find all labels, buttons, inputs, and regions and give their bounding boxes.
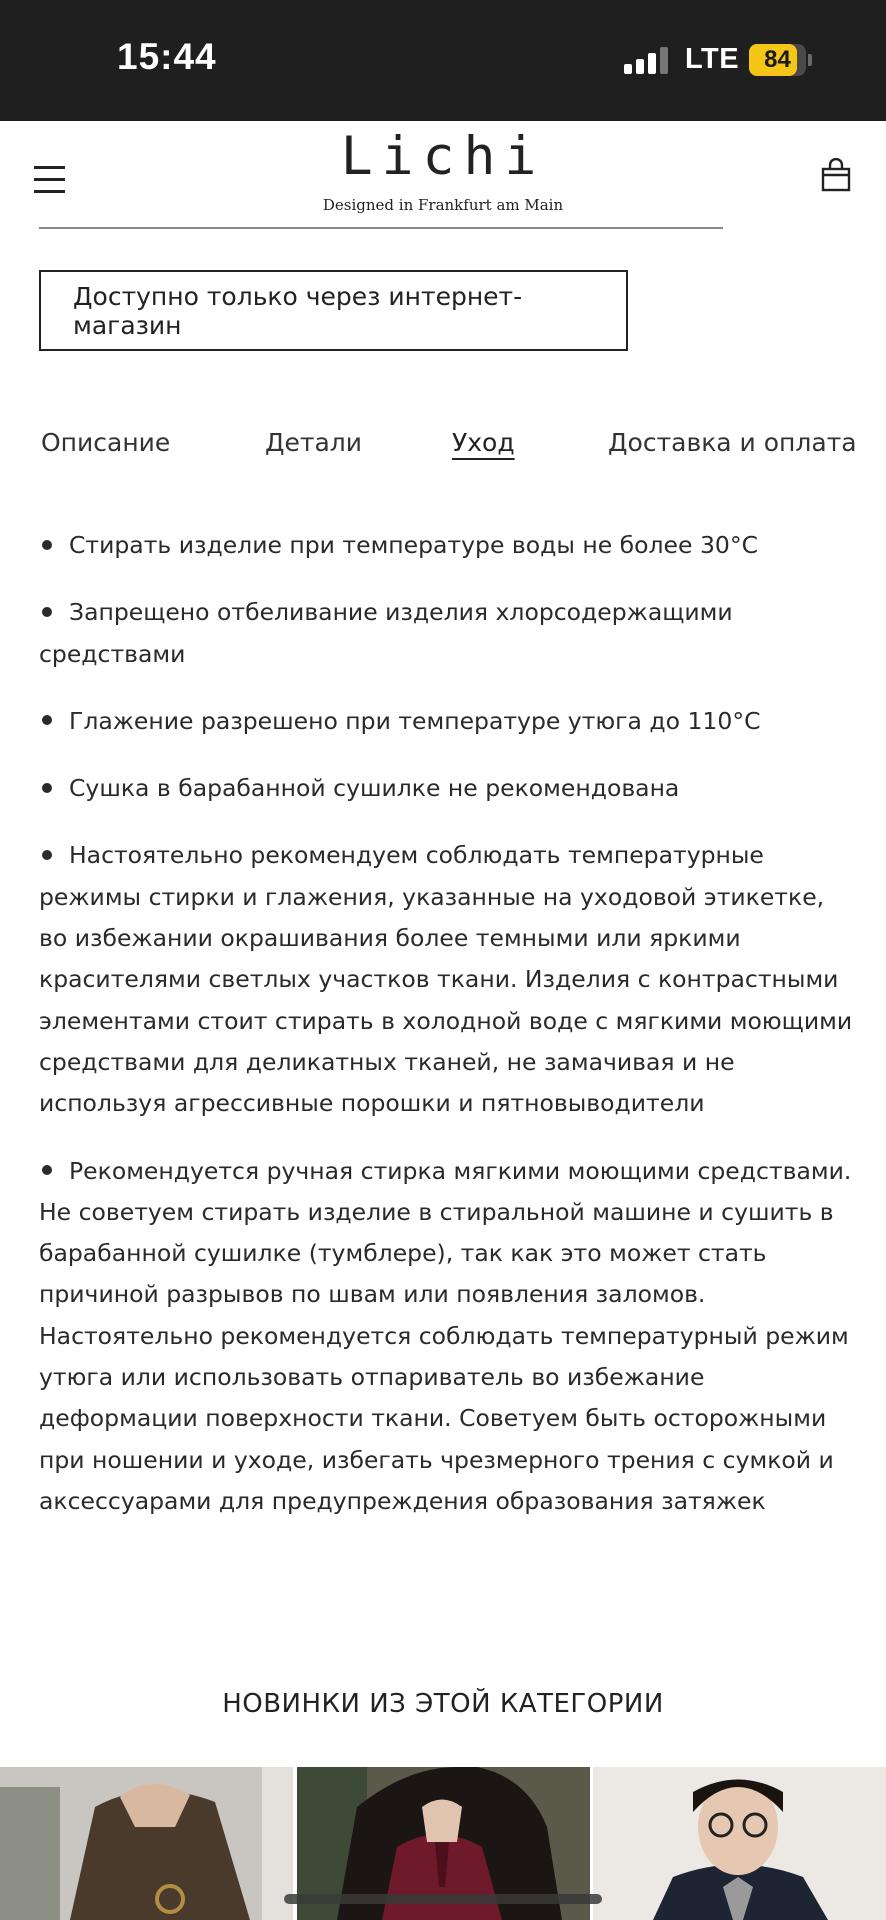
online-only-notice-label: Доступно только через интернет-магазин <box>73 281 523 340</box>
care-item <box>39 525 854 566</box>
care-item-text: Глажение разрешено при температуре утюга до 110°C <box>69 706 761 735</box>
new-arrivals-title: НОВИНКИ ИЗ ЭТОЙ КАТЕГОРИИ <box>222 1689 664 1719</box>
product-card[interactable] <box>0 1767 293 1920</box>
home-indicator[interactable] <box>284 1894 602 1904</box>
battery-tip <box>808 54 812 66</box>
bullet-icon <box>42 850 52 860</box>
model-in-brown-shirt-photo <box>0 1767 293 1920</box>
cellular-signal-icon <box>624 46 670 74</box>
header-divider <box>39 227 723 229</box>
care-item <box>39 835 854 1124</box>
bullet-icon <box>42 607 52 617</box>
care-item <box>39 701 854 742</box>
care-item-text: Стирать изделие при температуре воды не более 30°C <box>69 531 759 559</box>
online-only-notice <box>39 270 628 351</box>
status-bar <box>0 0 886 121</box>
product-card[interactable] <box>593 1767 886 1920</box>
tab-description[interactable]: Описание <box>41 428 171 457</box>
brand-logo[interactable]: Lichi <box>340 126 546 187</box>
care-item-text: Запрещено отбеливание изделия хлорсодержащими средствами <box>39 598 733 668</box>
status-time: 15:44 <box>117 36 217 77</box>
tab-care[interactable]: Уход <box>452 428 515 457</box>
care-item-text: Настоятельно рекомендуем соблюдать температурные режимы стирки и глажения, указанные на уходовой этикетке, во избежании окрашивания более темными или яркими красителями светлых участков ткани. Изделия с контрастными элементами стоит стирать в холодной воде с мягкими моющими средствами для деликатных тканей, не замачивая и не используя агрессивные порошки и пятновыводители <box>39 841 853 1118</box>
care-item <box>39 768 854 809</box>
hamburger-menu-icon[interactable] <box>34 166 66 194</box>
bullet-icon <box>42 1165 52 1175</box>
shopping-bag-icon[interactable] <box>820 158 852 192</box>
tab-delivery-payment[interactable]: Доставка и оплата <box>608 428 857 457</box>
model-in-navy-shirt-with-glasses-photo <box>593 1767 886 1920</box>
bullet-icon <box>42 783 52 793</box>
care-item-text: Сушка в барабанной сушилке не рекомендована <box>69 774 680 803</box>
tab-details[interactable]: Детали <box>265 428 363 457</box>
care-instructions-list <box>39 525 854 1548</box>
care-item <box>39 592 854 675</box>
care-item <box>39 1151 854 1523</box>
bullet-icon <box>42 715 52 725</box>
bullet-icon <box>42 540 52 550</box>
battery-percent: 84 <box>764 46 791 73</box>
network-type: LTE <box>685 43 740 75</box>
brand-tagline: Designed in Frankfurt am Main <box>322 196 564 214</box>
battery-icon <box>749 44 806 76</box>
care-item-text: Рекомендуется ручная стирка мягкими моющими средствами. Не советуем стирать изделие в стиральной машине и сушить в барабанной сушилке (тумблере), так как это может стать причиной разрывов по швам или появления заломов. Настоятельно рекомендуется соблюдать температурный режим утюга или использовать отпариватель во избежание деформации поверхности ткани. Советуем быть осторожными при ношении и уходе, избегать чрезмерного трения с сумкой и аксессуарами для предупреждения образования затяжек <box>39 1156 852 1515</box>
